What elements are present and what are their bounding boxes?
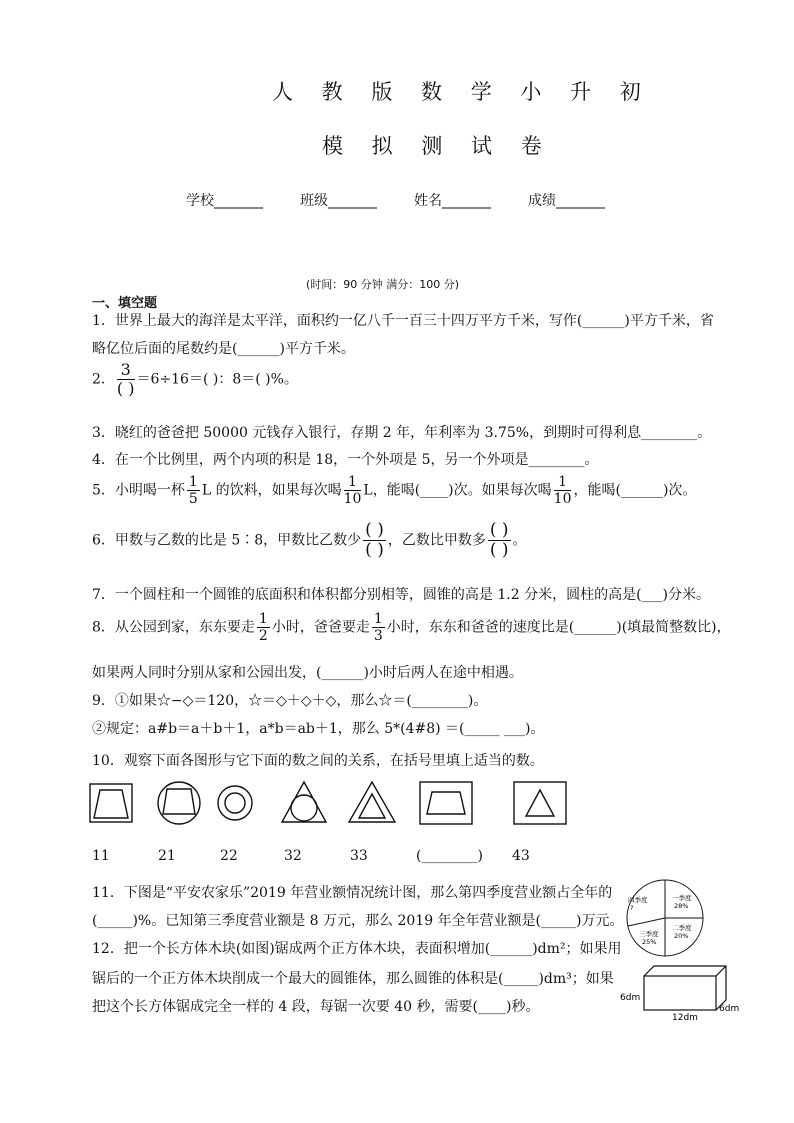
question-7: 7．一个圆柱和一个圆锥的底面积和体积都分别相等，圆锥的高是 1.2 分米，圆柱的高是(___)分米。 (92, 587, 710, 603)
question-3: 3．晓红的爸爸把 50000 元钱存入银行，存期 2 年，年利率为 3.75%，到期时可得利息________。 (92, 425, 712, 441)
question-9-line-1: 9．①如果☆−◇＝120，☆＝◇＋◇＋◇，那么☆＝(________)。 (92, 693, 488, 709)
fraction-numerator: 1 (554, 475, 572, 491)
question-6-text-2: ，乙数比甲数多 (387, 532, 486, 549)
shape-4-triangle-with-circle (282, 782, 326, 822)
shape-7-square-with-triangle (514, 782, 566, 824)
fraction-denominator: 10 (553, 491, 572, 507)
class-field: 班级_______ (300, 193, 377, 209)
fraction-denominator: ( ) (116, 379, 135, 398)
shape-number-2: 21 (158, 848, 176, 864)
cuboid-height-label: 6dm (620, 993, 641, 1003)
fraction-denominator: 3 (373, 628, 383, 644)
fraction-numerator: 1 (373, 611, 383, 627)
question-4: 4．在一个比例里，两个内项的积是 18，一个外项是 5，另一个外项是________。 (92, 452, 599, 468)
question-5-text-3: L，能喝(____)次。如果每次喝 (363, 482, 552, 499)
question-8-fraction-2 (372, 612, 385, 643)
shape-6-square-with-trapezoid (420, 782, 472, 824)
question-1-line-1: 1．世界上最大的海洋是太平洋，面积约一亿八千一百三十四万平方千米，写作(______)平方千米，省 (92, 313, 714, 329)
shape-number-7: 43 (512, 848, 530, 864)
pie-label-q2-value: 20% (674, 932, 689, 940)
title-line-1: 人 教 版 数 学 小 升 初 (272, 80, 652, 104)
question-5-text-4: ，能喝(______)次。 (573, 482, 697, 499)
fraction-numerator: 3 (117, 362, 135, 380)
shape-1-square-with-trapezoid (90, 784, 132, 822)
cuboid-length-label: 12dm (672, 1013, 698, 1022)
shape-number-3: 22 (220, 848, 238, 864)
name-field: 姓名_______ (414, 193, 491, 209)
fraction-numerator-blank: ( ) (489, 520, 509, 540)
fraction-denominator: 5 (188, 491, 198, 507)
question-12-line-3: 把这个长方体锯成完全一样的 4 段，每锯一次要 40 秒，需要(____)秒。 (92, 999, 540, 1015)
shape-5-nested-triangles (349, 782, 395, 822)
fraction-numerator-blank: ( ) (365, 520, 384, 540)
question-12-line-1: 12．把一个长方体木块(如图)锯成两个正方体木块，表面积增加(______)dm²；如果用 (92, 941, 622, 957)
question-11-line-2: (_____)%。已知第三季度营业额是 8 万元，那么 2019 年全年营业额是(_____)万元。 (92, 913, 624, 929)
cuboid-depth-label: 6dm (719, 1004, 740, 1014)
shape-number-1: 11 (92, 848, 110, 864)
pie-label-q3-value: 25% (642, 938, 657, 946)
score-field: 成绩_______ (528, 193, 605, 209)
question-2-rest: ＝6÷16＝( )：8＝( )%。 (136, 371, 298, 388)
section-heading: 一、填空题 (92, 296, 158, 311)
question-5-text-1: 5．小明喝一杯 (92, 482, 185, 499)
question-9-line-2: ②规定：a#b＝a＋b＋1，a*b＝ab＋1，那么 5*(4#8) ＝(_____ ___)。 (92, 721, 545, 737)
question-11-line-1: 11．下图是“平安农家乐”2019 年营业额情况统计图，那么第四季度营业额占全年的 (92, 885, 613, 901)
question-5 (92, 475, 696, 506)
pie-label-q3-name: 三季度 (639, 930, 659, 938)
question-6-text-3: 。 (512, 532, 527, 549)
cuboid-figure (618, 962, 742, 1022)
question-6-text-1: 6．甲数与乙数的比是 5∶8，甲数比乙数少 (92, 532, 362, 549)
question-5-fraction-3 (554, 475, 572, 506)
shape-3-concentric-circles (218, 786, 252, 820)
question-8-text-2: 小时，爸爸要走 (271, 619, 370, 636)
question-6 (92, 522, 527, 559)
question-6-fraction-1 (363, 522, 386, 559)
fraction-denominator-blank: ( ) (365, 540, 384, 560)
pie-label-q4-value: ? (630, 904, 634, 912)
pie-label-q1-name: 一季度 (672, 894, 692, 902)
shape-sequence (80, 776, 600, 832)
fraction-denominator-blank: ( ) (489, 540, 509, 560)
shape-2-circle-with-square (158, 782, 200, 824)
time-info: (时间：90 分钟 满分：100 分) (306, 278, 460, 291)
quarterly-pie-chart (622, 878, 708, 958)
shape-number-5: 33 (350, 848, 368, 864)
question-8-line-1 (92, 612, 731, 643)
question-5-text-2: L 的饮料，如果每次喝 (201, 482, 342, 499)
school-field: 学校_______ (186, 193, 263, 209)
pie-label-q4-name: 四季度 (628, 896, 648, 904)
question-8-text-1: 8．从公园到家，东东要走 (92, 619, 255, 636)
fraction-numerator: 1 (258, 611, 268, 627)
question-8-fraction-1 (257, 612, 270, 643)
title-line-2: 模 拟 测 试 卷 (322, 134, 553, 158)
question-1-line-2: 略亿位后面的尾数约是(______)平方千米。 (92, 341, 355, 357)
question-10: 10．观察下面各图形与它下面的数之间的关系，在括号里填上适当的数。 (92, 753, 544, 769)
fraction-denominator: 2 (258, 628, 268, 644)
fraction-denominator: 10 (343, 491, 362, 507)
question-2-label: 2． (92, 371, 115, 388)
pie-label-q1-value: 28% (674, 902, 689, 910)
question-2 (92, 362, 298, 397)
fraction-numerator: 1 (344, 475, 362, 491)
question-8-text-3: 小时，东东和爸爸的速度比是(______)(填最简整数比)， (386, 619, 731, 636)
fraction-numerator: 1 (188, 474, 198, 490)
question-5-fraction-1 (187, 475, 200, 506)
pie-label-q2-name: 二季度 (672, 924, 692, 932)
question-5-fraction-2 (344, 475, 362, 506)
shape-number-4: 32 (284, 848, 302, 864)
question-12-line-2: 锯后的一个正方体木块削成一个最大的圆锥体，那么圆锥的体积是(_____)dm³；如果 (92, 971, 614, 987)
question-6-fraction-2 (488, 522, 511, 559)
shape-number-6: (________) (416, 848, 483, 864)
question-8-line-2: 如果两人同时分别从家和公园出发，(______)小时后两人在途中相遇。 (92, 665, 523, 681)
question-2-fraction (117, 362, 135, 397)
